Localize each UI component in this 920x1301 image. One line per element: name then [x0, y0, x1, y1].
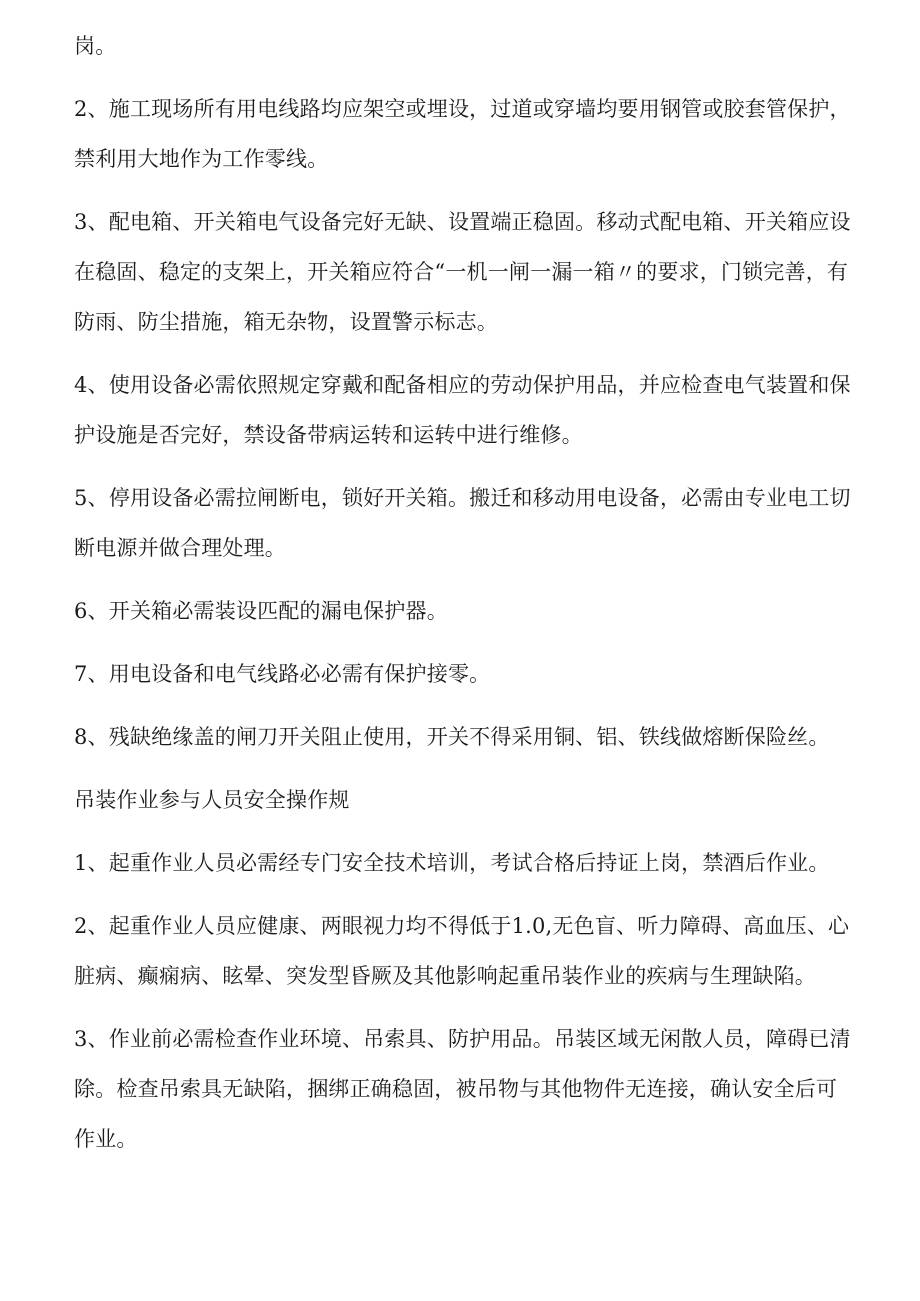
paragraph-rule-7-grounding: 7、用电设备和电气线路必必需有保护接零。 [74, 662, 491, 686]
paragraph-rule-2-wiring: 2、施工现场所有用电线路均应架空或埋设，过道或穿墙均要用钢管或胶套管保护，禁利用大地作为工作零线。 [74, 97, 851, 171]
paragraph-rule-8-knife-switch: 8、残缺绝缘盖的闸刀开关阻止使用，开关不得采用铜、铝、铁线做熔断保险丝。 [74, 725, 830, 749]
document-body [74, 21, 854, 1177]
paragraph-lifting-rule-3-inspection: 3、作业前必需检查作业环境、吊索具、防护用品。吊装区域无闲散人员，障碍已清除。检查吊索具无缺陷，捆绑正确稳固，被吊物与其他物件无连接，确认安全后可作业。 [74, 1027, 851, 1151]
paragraph-continuation: 岗。 [74, 34, 117, 58]
paragraph-rule-6-leakage-protector: 6、开关箱必需装设匹配的漏电保护器。 [74, 599, 448, 623]
paragraph-rule-5-power-off: 5、停用设备必需拉闸断电，锁好开关箱。搬迁和移动用电设备，必需由专业电工切断电源并做合理处理。 [74, 486, 851, 560]
paragraph-rule-4-protective-gear: 4、使用设备必需依照规定穿戴和配备相应的劳动保护用品，并应检查电气装置和保护设施是否完好，禁设备带病运转和运转中进行维修。 [74, 373, 851, 447]
section-heading-lifting-operations: 吊装作业参与人员安全操作规 [74, 788, 350, 812]
paragraph-lifting-rule-2-health: 2、起重作业人员应健康、两眼视力均不得低于1.0,无色盲、听力障碍、高血压、心脏病、癫痫病、眩晕、突发型昏厥及其他影响起重吊装作业的疾病与生理缺陷。 [74, 914, 850, 988]
paragraph-lifting-rule-1-training: 1、起重作业人员必需经专门安全技术培训，考试合格后持证上岗，禁酒后作业。 [74, 851, 830, 875]
paragraph-rule-3-distribution-box: 3、配电箱、开关箱电气设备完好无缺、设置端正稳固。移动式配电箱、开关箱应设在稳固、稳定的支架上，开关箱应符合“一机一闸一漏一箱〃的要求，门锁完善，有防雨、防尘措施，箱无杂物，设置警示标志。 [74, 210, 851, 334]
